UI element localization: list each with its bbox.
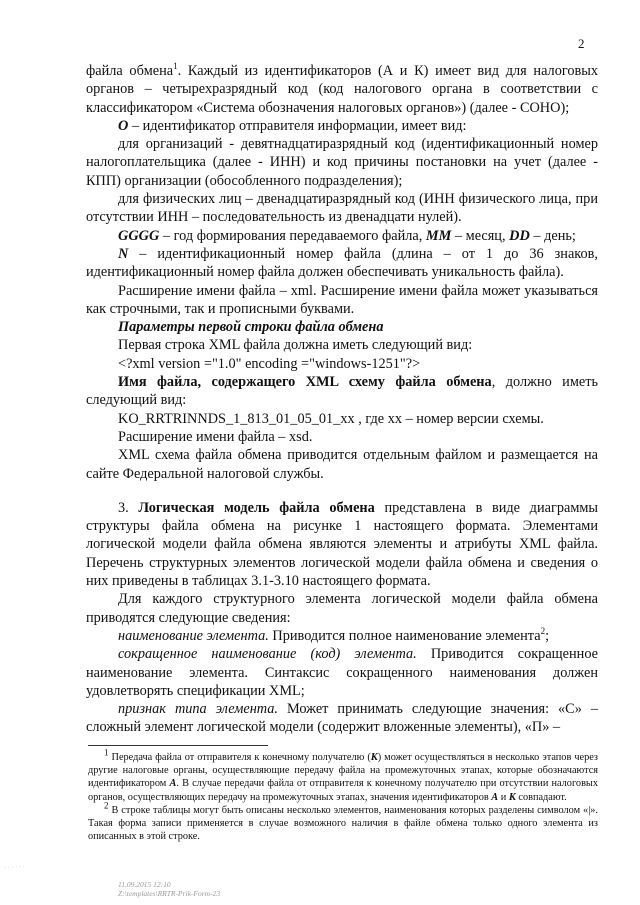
term-a: А	[491, 791, 499, 803]
text-run: совпадают.	[515, 791, 567, 803]
text-run-italic: наименование элемента.	[118, 627, 269, 644]
text-run: . В случае передачи файла от отправителя к конечному получателю при отсутствии налоговых органов, осуществляющих передачу на промежуточных этапах, значения идентификаторов	[88, 778, 598, 803]
footnote-ref-2[interactable]: 2	[540, 626, 546, 637]
text-run: – идентификационный номер файла (длина – от 1 до 36 знаков, идентификационный номер файла должен обеспечивать уникальность файла).	[86, 245, 598, 281]
term-k: К	[508, 791, 516, 803]
main-text	[86, 62, 598, 737]
footnote-number: 2	[104, 800, 109, 811]
text-run-bold: Имя файла, содержащего XML схему файла обмена	[118, 374, 492, 391]
text-run: Приводится полное наименование элемента	[268, 627, 541, 644]
term-n: N	[118, 245, 129, 262]
print-stamp	[118, 880, 220, 898]
text-run: файла обмена	[86, 63, 174, 79]
text-run-bold: Логическая модель файла обмена	[138, 499, 375, 516]
footnotes	[88, 747, 598, 843]
footnote-divider	[88, 745, 268, 746]
paragraph-organizations: для организаций - девятнадцатиразрядный код (идентификационный номер налогоплательщика (далее - ИНН) и код причины постановки на учет (далее - КПП) организации (обособленного подразделения);	[86, 136, 598, 189]
footnote-1	[88, 747, 598, 804]
paragraph-individuals: для физических лиц – двенадцатиразрядный код (ИНН физического лица, при отсутствии ИНН – последовательность из двенадцати нулей).	[86, 191, 598, 226]
text-run: Передача файла от отправителя к конечному получателю (	[108, 752, 371, 763]
footnote-ref-1[interactable]: 1	[173, 61, 178, 72]
paragraph-xsd: Расширение имени файла – xsd.	[118, 428, 313, 445]
term-dd: DD	[509, 227, 530, 244]
paragraph-element-name	[86, 627, 598, 645]
paragraph-file-number	[86, 245, 598, 282]
footnote-number: 1	[104, 747, 109, 758]
text-run: Приводится сокращенное наименование элемента. Синтаксис сокращенного наименования должен удовлетворять спецификации XML;	[86, 646, 598, 699]
paragraph-identifiers	[86, 62, 598, 117]
text-run: Может принимать следующие значения: «С» – сложный элемент логической модели (содержит вложенные элементы), «П» –	[86, 701, 598, 736]
paragraph-first-line: Первая строка XML файла должна иметь следующий вид:	[118, 337, 473, 354]
text-run: 3.	[118, 499, 139, 516]
paragraph-extension: Расширение имени файла – xml. Расширение имени файла может указываться как строчными, так и прописными буквами.	[86, 282, 598, 317]
paragraph-date	[86, 227, 598, 245]
paragraph-logical-model	[86, 499, 598, 590]
paragraph-sender-id	[86, 117, 598, 135]
margin-scan-mark: · · · · · ·	[3, 863, 26, 872]
term-mm: ММ	[425, 227, 452, 244]
xml-declaration: <?xml version ="1.0" encoding ="windows-1251"?>	[118, 355, 421, 372]
text-run: . Каждый из идентификаторов (А и К) имеет вид для налоговых органов – четырехразрядный код (код налогового органа в соответствии с классификатором «Система обозначения налоговых органов») (далее - СОНО);	[86, 63, 598, 116]
paragraph-fns: XML схема файла обмена приводится отдельным файлом и размещается на сайте Федеральной налоговой службы.	[86, 447, 598, 482]
text-run: В строке таблицы могут быть описаны несколько элементов, наименования которых разделены символом «|». Такая форма записи применяется в случае возможного наличия в файле обмена только одного элемента из описанных в этой строке.	[88, 804, 598, 843]
text-run: ;	[545, 627, 550, 644]
text-run: и	[498, 791, 509, 803]
text-run: – год формирования передаваемого файла,	[159, 227, 426, 244]
text-run-italic: признак типа элемента.	[118, 701, 279, 718]
text-run-italic: сокращенное наименование (код) элемента.	[118, 646, 417, 663]
page-number: 2	[578, 36, 585, 51]
section-heading-params: Параметры первой строки файла обмена	[118, 319, 384, 336]
text-run: представлена в виде диаграммы структуры файла обмена на рисунке 1 настоящего формата. Элементами логической модели файла обмена являются элементы и атрибуты XML файла. Перечень структурных элементов логической модели файла обмена и сведения о них приведены в таблицах 3.1-3.10 настоящего формата.	[86, 499, 599, 590]
footnote-2	[88, 800, 598, 844]
text-run: – идентификатор отправителя информации, имеет вид:	[128, 117, 467, 134]
term-o: О	[118, 117, 129, 134]
text-run: ) может осуществляться в несколько этапов через другие налоговые органы, осуществляющие передачу файла на промежуточных этапах, которые обозначаются идентификатором	[88, 752, 598, 790]
paragraph-element-info: Для каждого структурного элемента логической модели файла обмена приводятся следующие сведения:	[86, 591, 598, 626]
term-a: А	[169, 778, 177, 790]
term-k: К	[370, 752, 378, 763]
paragraph-element-code	[86, 645, 598, 700]
stamp-line: Z:\templates\RRTR-Prik-Form-23	[118, 889, 221, 898]
text-run: , должно иметь следующий вид:	[86, 374, 598, 409]
term-gggg: GGGG	[118, 227, 160, 244]
text-run: – месяц,	[451, 227, 510, 244]
text-run: – день;	[529, 227, 576, 244]
stamp-line: 11.09.2015 12:10	[118, 880, 171, 889]
schema-file-name: KO_RRTRINNDS_1_813_01_05_01_xx , где хх – номер версии схемы.	[118, 410, 544, 427]
paragraph-schema-name	[86, 373, 598, 410]
paragraph-element-type	[86, 700, 598, 737]
